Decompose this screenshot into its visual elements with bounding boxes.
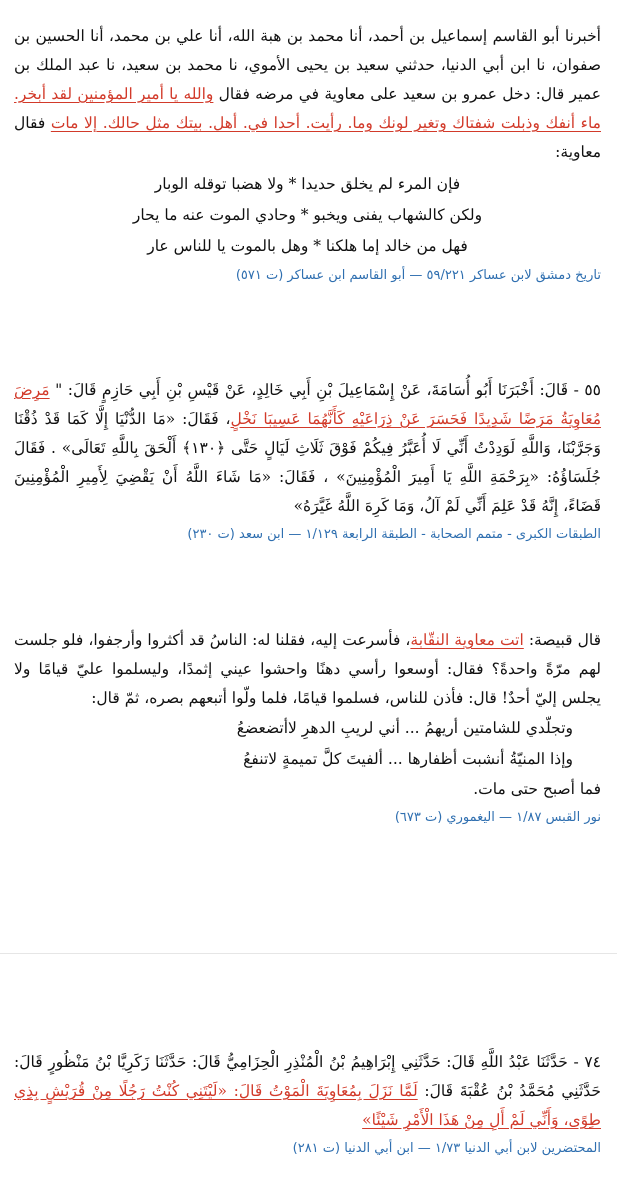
poem-verse: فهل من خالد إما هلكنا * وهل بالموت يا للناس عار: [147, 237, 468, 255]
poem-verse: وتجلّدي للشامتين أريهمُ ... أني لريبِ الدهرِ لاأتضعضعُ: [236, 719, 573, 737]
source-citation: الطبقات الكبرى - متمم الصحابة - الطبقة الرابعة ١/١٢٩ — ابن سعد (ت ٢٣٠): [187, 527, 601, 542]
narration-text: قال قبيصة:: [523, 631, 601, 649]
entry-text: [14, 22, 601, 167]
source-citation: نور القبس ١/٨٧ — اليغموري (ت ٦٧٣): [394, 810, 601, 825]
entry-ibn-abi-dunya: [14, 1048, 601, 1159]
source-citation: المحتضرين لابن أبي الدنيا ١/٧٣ — ابن أبي الدنيا (ت ٢٨١): [292, 1141, 601, 1156]
entry-yaghmuri: [14, 626, 601, 828]
narration-text: أخبرنا أبو القاسم إسماعيل بن أحمد، أنا محمد بن هبة الله، أنا علي بن محمد، أنا الحسين بن صفوان، نا ابن أبي الدنيا، حدثني سعيد بن يحيى الأموي، نا محمد بن سعيد، نا عبد الملك بن عمير قال: دخل عمرو بن سعيد على معاوية في مرضه فقال: [14, 27, 601, 103]
narration-text: ٧٤ - حَدَّثَنَا عَبْدُ اللَّهِ قَالَ: حَدَّثَنِي إِبْرَاهِيمُ بْنُ الْمُنْذِرِ الْحِزَامِيُّ قَالَ: حَدَّثَنَا زَكَرِيَّا بْنُ مَنْظُورٍ قَالَ: حَدَّثَنِي مُحَمَّدُ بْنُ عُقْبَةَ قَالَ:: [14, 1053, 601, 1100]
highlighted-quote: لَمَّا نَزَلَ بِمُعَاوِيَةَ الْمَوْتُ قَالَ: «لَيْتَنِي كُنْتُ رَجُلًا مِنْ قُرَيْشٍ بِذِي طِوًى، وَأَنِّي لَمْ أَلِ مِنْ هَذَا الْأَمْرِ شَيْئًا»: [14, 1082, 601, 1129]
poem-verses: [14, 169, 601, 262]
entry-text: [14, 376, 601, 521]
poem-verse: فإن المرء لم يخلق حديدا * ولا هضبا توقله الوبار: [154, 175, 461, 193]
highlighted-quote: والله يا أمير المؤمنين لقد أبخر. ماء أنفك وذبلت شفتاك وتغير لونك وما. رأيت. أحدا في. أهل. بيتك مثل حالك. إلا مات: [14, 85, 601, 132]
closing-text: فما أصبح حتى مات.: [473, 780, 601, 798]
narration-tail: فقال معاوية:: [14, 114, 601, 161]
entry-ibn-saad: [14, 376, 601, 545]
poem-verse: وإذا المنيّةُ أنشبت أظفارها ... ألفيتَ كلَّ تميمةٍ لاتنفعُ: [243, 750, 573, 768]
highlighted-quote: اتت معاوية النقّابة: [410, 631, 524, 649]
section-divider: [0, 953, 617, 954]
poem-verse: ولكن كالشهاب يفنى ويخبو * وحادي الموت عنه ما يحار: [132, 206, 483, 224]
narration-text: ٥٥ - قَالَ: أَخْبَرَنَا أَبُو أُسَامَةَ، عَنْ إِسْمَاعِيلَ بْنِ أَبِي خَالِدٍ، عَنْ قَيْسِ بْنِ أَبِي حَازِمٍ قَالَ: ": [49, 381, 601, 399]
narration-tail: ، فأسرعت إليه، فقلنا له: الناسُ قد أكثروا وأرجفوا، فلو جلست لهم مرّةً واحدةً؟ فقال: أوسعوا رأسي دهنًا واحشوا عيني إثمدًا، وليسلموا عليّ قيامًا ولا يجلس إليّ أحدٌ! قال: فأذن للناس، فسلموا قيامًا، فلما ولّوا أتبعهم بصره، ثمّ قال:: [14, 631, 601, 707]
entry-text: [14, 626, 601, 713]
entry-ibn-asakir: [14, 22, 601, 286]
poem-verses: [14, 713, 601, 775]
entry-text: [14, 1048, 601, 1135]
source-citation: تاريخ دمشق لابن عساكر ٥٩/٢٢١ — أبو القاسم ابن عساكر (ت ٥٧١): [235, 268, 601, 283]
highlighted-quote: مَرِضَ مُعَاوِيَةُ مَرَضًا شَدِيدًا فَحَسَرَ عَنْ ذِرَاعَيْهِ كَأَنَّهُمَا عَسِيبَا نَخْلٍ: [14, 381, 601, 428]
narration-tail: ، فَقَالَ: «مَا الدُّنْيَا إِلَّا كَمَا قَدْ ذُقْنَا وَجَرَّبْنَا، وَاللَّهِ لَوَدِدْتُ أَنِّي لَا أُعَبَّرُ فِيكُمْ فَوْقَ ثَلَاثِ لَيَالٍ حَتَّى ﴿١٣٠﴾ أَلْحَقَ بِاللَّهِ تَعَالَى» . فَقَالَ جُلَسَاؤُهُ: «بِرَحْمَةِ اللَّهِ يَا أَمِيرَ الْمُؤْمِنِينَ» ، فَقَالَ: «مَا شَاءَ اللَّهُ أَنْ يَقْضِيَ لِأَمِيرِ الْمُؤْمِنِينَ قَضَاءً، إِنَّهُ قَدْ عَلِمَ أَنِّي لَمْ آلُ، وَمَا كَرِهَ اللَّهُ غَيَّرَهُ»: [14, 410, 601, 515]
